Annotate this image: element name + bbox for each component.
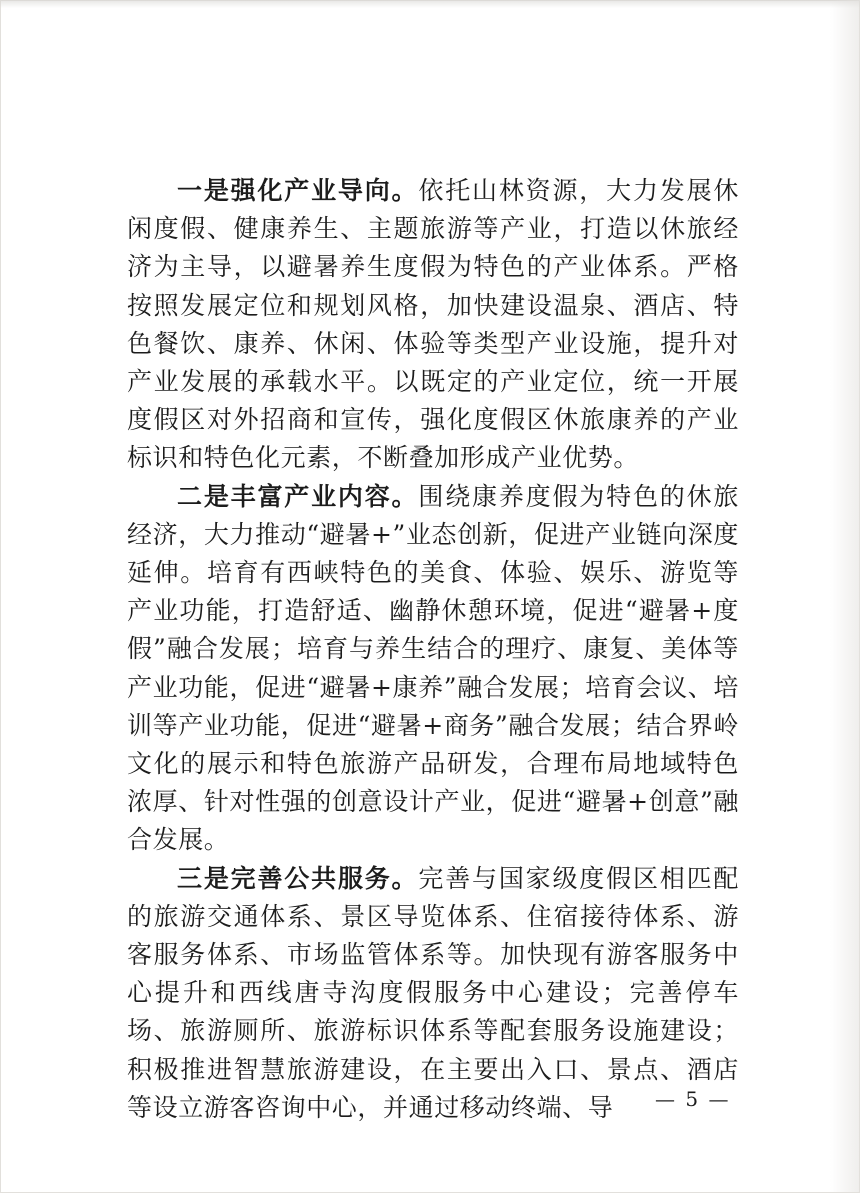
- paragraph-3-text: 完善与国家级度假区相匹配的旅游交通体系、景区导览体系、住宿接待体系、游客服务体系、市场监管体系等。加快现有游客服务中心提升和西线唐寺沟度假服务中心建设；完善停车场、旅游厕所、旅游标识体系等配套服务设施建设；积极推进智慧旅游建设，在主要出入口、景点、酒店等设立游客咨询中心，并通过移动终端、导: [127, 863, 740, 1122]
- paragraph-1-heading: 一是强化产业导向。: [177, 176, 419, 205]
- paragraph-1-text: 依托山林资源，大力发展休闲度假、健康养生、主题旅游等产业，打造以休旅经济为主导，以避暑养生度假为特色的产业体系。严格按照发展定位和规划风格，加快建设温泉、酒店、特色餐饮、康养、休闲、体验等类型产业设施，提升对产业发展的承载水平。以既定的产业定位，统一开展度假区对外招商和宣传，强化度假区休旅康养的产业标识和特色化元素，不断叠加形成产业优势。: [127, 176, 740, 473]
- scan-shadow-top: [0, 0, 860, 8]
- paragraph-1: [127, 172, 739, 478]
- paragraph-2-heading: 二是丰富产业内容。: [177, 481, 419, 511]
- paragraph-3: [127, 860, 739, 1127]
- scan-shadow-right: [830, 0, 860, 1193]
- page-number: — 5 —: [655, 1087, 731, 1111]
- paragraph-2: [127, 478, 739, 860]
- paragraph-3-heading: 三是完善公共服务。: [177, 863, 419, 893]
- body-text: [127, 172, 739, 1127]
- paragraph-2-text: 围绕康养度假为特色的休旅经济，大力推动“避暑+”业态创新，促进产业链向深度延伸。培育有西峡特色的美食、体验、娱乐、游览等产业功能，打造舒适、幽静休憩环境，促进“避暑+度假”融合发展；培育与养生结合的理疗、康复、美体等产业功能，促进“避暑+康养”融合发展；培育会议、培训等产业功能，促进“避暑+商务”融合发展；结合界岭文化的展示和特色旅游产品研发，合理布局地域特色浓厚、针对性强的创意设计产业，促进“避暑+创意”融合发展。: [127, 481, 740, 855]
